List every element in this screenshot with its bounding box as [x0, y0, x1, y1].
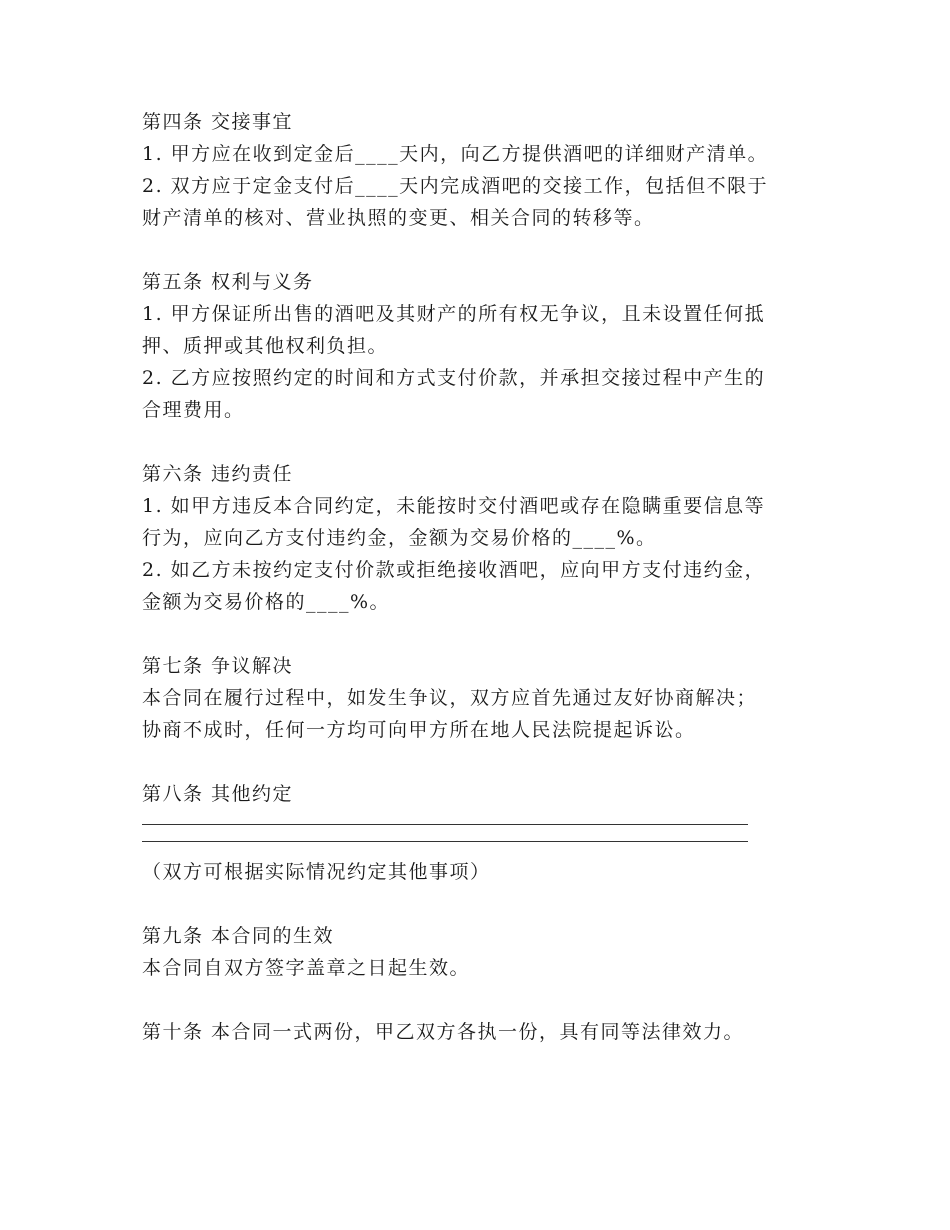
article-title: 第五条 权利与义务: [142, 271, 314, 293]
article-9: [142, 920, 812, 984]
clause-line: 行为，应向乙方支付违约金，金额为交易价格的____%。: [142, 527, 657, 549]
clause-line: 金额为交易价格的____%。: [142, 591, 391, 613]
clause-line: 1. 甲方保证所出售的酒吧及其财产的所有权无争议，且未设置任何抵: [142, 303, 766, 325]
clause-line: 本合同在履行过程中，如发生争议，双方应首先通过友好协商解决；: [142, 687, 758, 709]
article-8: [142, 778, 812, 888]
article-title: 第九条 本合同的生效: [142, 925, 335, 947]
clause-line: 2. 如乙方未按约定支付价款或拒绝接收酒吧，应向甲方支付违约金，: [142, 559, 766, 581]
article-title: 第十条 本合同一式两份，甲乙双方各执一份，具有同等法律效力。: [142, 1021, 745, 1043]
clause-line: 押、质押或其他权利负担。: [142, 335, 389, 357]
article-note: （双方可根据实际情况约定其他事项）: [142, 861, 491, 883]
blank-fill-line: [142, 841, 748, 842]
article-10: [142, 1016, 812, 1048]
clause-line: 财产清单的核对、营业执照的变更、相关合同的转移等。: [142, 207, 655, 229]
clause-line: 2. 双方应于定金支付后____天内完成酒吧的交接工作，包括但不限于: [142, 175, 769, 197]
article-7: [142, 650, 812, 746]
clause-line: 1. 甲方应在收到定金后____天内，向乙方提供酒吧的详细财产清单。: [142, 143, 769, 165]
clause-line: 2. 乙方应按照约定的时间和方式支付价款，并承担交接过程中产生的: [142, 367, 766, 389]
clause-line: 本合同自双方签字盖章之日起生效。: [142, 957, 471, 979]
clause-line: 1. 如甲方违反本合同约定，未能按时交付酒吧或存在隐瞒重要信息等: [142, 495, 766, 517]
blank-fill-line: [142, 824, 748, 825]
clause-line: 合理费用。: [142, 399, 245, 421]
article-6: [142, 458, 812, 618]
article-4: [142, 106, 812, 234]
article-title: 第四条 交接事宜: [142, 111, 294, 133]
article-title: 第八条 其他约定: [142, 783, 294, 805]
contract-page: [142, 106, 812, 1080]
article-5: [142, 266, 812, 426]
article-title: 第六条 违约责任: [142, 463, 294, 485]
clause-line: 协商不成时，任何一方均可向甲方所在地人民法院提起诉讼。: [142, 719, 696, 741]
article-title: 第七条 争议解决: [142, 655, 294, 677]
